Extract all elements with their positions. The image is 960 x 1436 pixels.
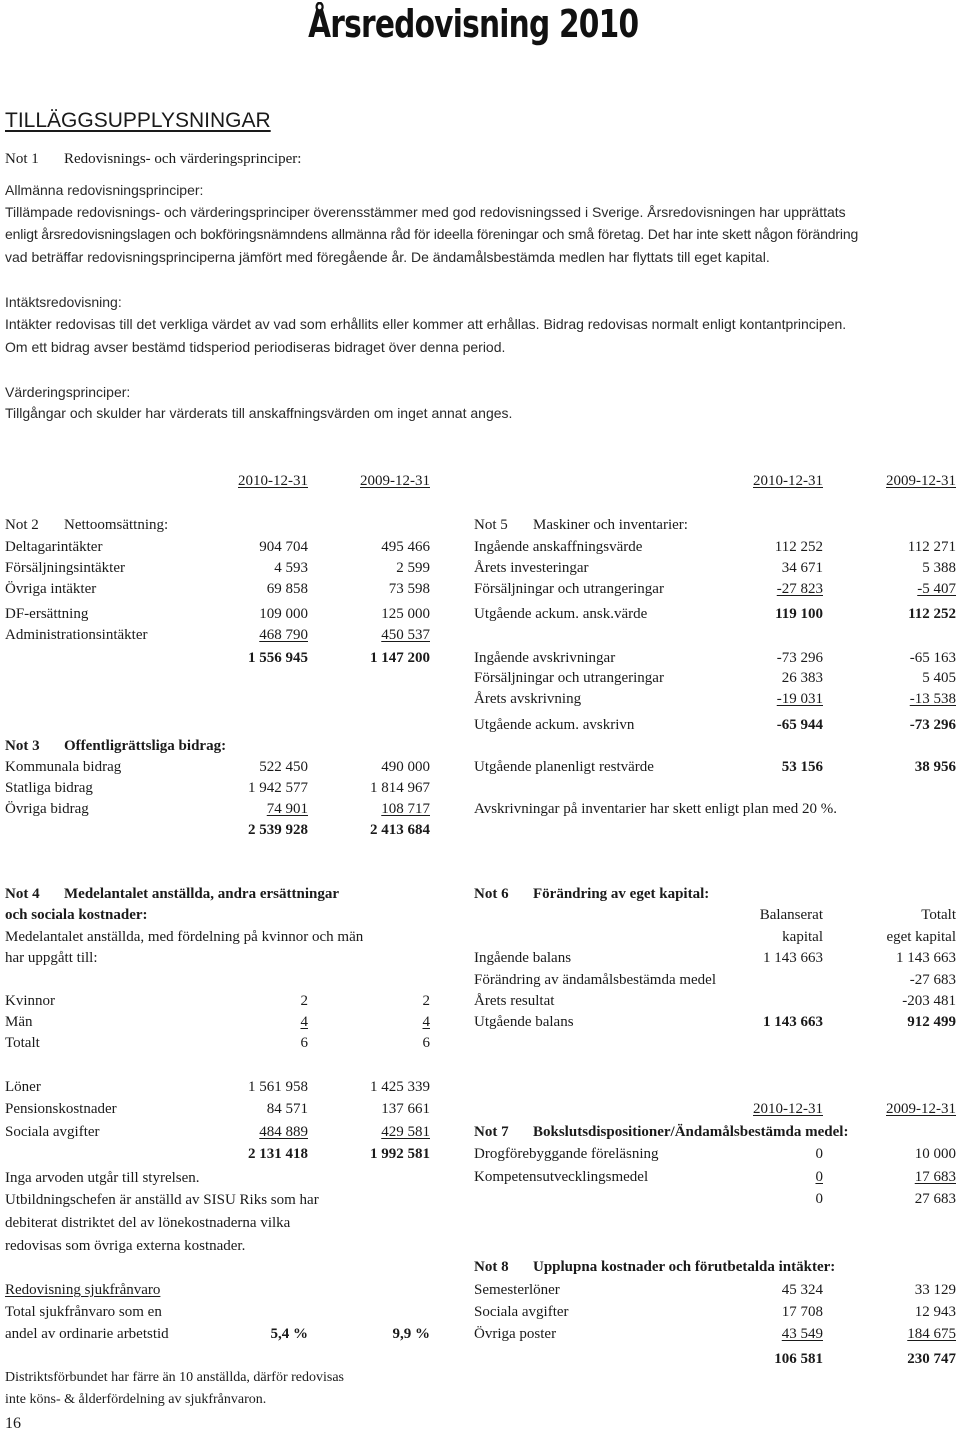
- not5-row-label: Försäljningar och utrangeringar: [474, 581, 664, 597]
- not5-row-2010: -19 031: [776, 691, 823, 707]
- not5-row-2010: 112 252: [774, 539, 823, 555]
- not6-number: Not 6: [474, 886, 509, 902]
- not1-line: Tillgångar och skulder har värderats till anskaffningsvärden om inget annat anges.: [5, 405, 513, 421]
- year-header-2009-right: 2009-12-31: [886, 473, 956, 489]
- not8-number: Not 8: [474, 1259, 509, 1275]
- not4-staff-2010: 2: [300, 993, 308, 1009]
- sick-leave-title: Redovisning sjukfrånvaro: [5, 1282, 161, 1298]
- not6-row-c2: 1 143 663: [896, 950, 956, 966]
- sick-leave-line: andel av ordinarie arbetstid: [5, 1326, 169, 1342]
- not7-total-2010: 0: [815, 1191, 823, 1207]
- not6-row-label: Utgående balans: [474, 1014, 574, 1030]
- not6-row-c1: 1 143 663: [763, 950, 823, 966]
- not6-row-c2: -203 481: [902, 993, 956, 1009]
- not3-number: Not 3: [5, 738, 40, 754]
- not5-title: Maskiner och inventarier:: [533, 517, 688, 533]
- sick-leave-2009: 9,9 %: [392, 1326, 430, 1342]
- not5-number: Not 5: [474, 517, 508, 533]
- not2-row-2009: 125 000: [381, 606, 430, 622]
- not3-row-label: Kommunala bidrag: [5, 759, 122, 775]
- not2-title: Nettoomsättning:: [64, 517, 169, 533]
- not4-footer: inte köns- & ålderfördelning av sjukfrånvaron.: [5, 1392, 267, 1407]
- not8-row-2009: 33 129: [914, 1282, 956, 1298]
- not5-row-2010: 53 156: [781, 759, 823, 775]
- not5-row-2009: 5 388: [922, 560, 956, 576]
- not2-row-2010: 69 858: [266, 581, 308, 597]
- not2-row-2010: 904 704: [259, 539, 308, 555]
- not5-row-2009: 112 271: [907, 539, 956, 555]
- not6-col1-header: kapital: [782, 929, 823, 945]
- not5-row-2009: -13 538: [909, 691, 956, 707]
- not8-row-2009: 184 675: [907, 1326, 956, 1342]
- not6-col2-header: Totalt: [921, 907, 956, 923]
- not3-row-2010: 74 901: [266, 801, 308, 817]
- not2-row-label: Övriga intäkter: [5, 581, 97, 597]
- not4-cost-label: Sociala avgifter: [5, 1124, 100, 1140]
- not3-total-2010: 2 539 928: [248, 822, 308, 838]
- not1-line: Värderingsprinciper:: [5, 384, 131, 400]
- not5-row-2010: 119 100: [775, 606, 823, 622]
- not5-row-2010: 34 671: [781, 560, 823, 576]
- year-header-2009-lower: 2009-12-31: [886, 1101, 956, 1117]
- not5-row-2009: 112 252: [908, 606, 956, 622]
- not8-row-2010: 43 549: [781, 1326, 823, 1342]
- year-header-2010-left: 2010-12-31: [238, 473, 308, 489]
- not3-row-2010: 1 942 577: [248, 780, 308, 796]
- not7-row-label: Drogförebyggande föreläsning: [474, 1146, 659, 1162]
- not4-cost-label: Löner: [5, 1079, 41, 1095]
- not4-title: Medelantalet anställda, andra ersättningar: [64, 886, 339, 902]
- not5-row-label: Årets investeringar: [474, 560, 589, 576]
- not1-title: Redovisnings- och värderingsprinciper:: [64, 151, 302, 167]
- not8-total-2009: 230 747: [907, 1351, 956, 1367]
- not2-row-label: Deltagarintäkter: [5, 539, 103, 555]
- not4-title-line2: och sociala kostnader:: [5, 907, 148, 923]
- not4-text: redovisas som övriga externa kostnader.: [5, 1238, 246, 1254]
- not4-text: debiterat distriktet del av lönekostnaderna vilka: [5, 1215, 291, 1231]
- not2-row-2010: 109 000: [259, 606, 308, 622]
- not1-line: Intäktsredovisning:: [5, 294, 122, 310]
- not6-col1-header: Balanserat: [759, 907, 823, 923]
- not1-line: Allmänna redovisningsprinciper:: [5, 182, 204, 198]
- sick-leave-line: Total sjukfrånvaro som en: [5, 1304, 162, 1320]
- not6-row-c1: 1 143 663: [763, 1014, 823, 1030]
- not6-row-label: Årets resultat: [474, 993, 555, 1009]
- not7-row-2009: 17 683: [914, 1169, 956, 1185]
- not7-row-2010: 0: [815, 1146, 823, 1162]
- page-header-title: Årsredovisning 2010: [307, 2, 638, 46]
- not5-row-label: Utgående ackum. ansk.värde: [474, 606, 648, 622]
- not4-desc: har uppgått till:: [5, 950, 98, 966]
- not1-line: enligt årsredovisningslagen och bokföringsnämndens allmänna råd för ideella föreningar och små företag. Det har inte skett någon förändring: [5, 226, 859, 242]
- not1-line: Om ett bidrag avser bestämd tidsperiod periodiseras bidraget över denna period.: [5, 339, 506, 355]
- not1-number: Not 1: [5, 151, 39, 167]
- not4-cost-2010: 1 561 958: [248, 1079, 308, 1095]
- not3-total-2009: 2 413 684: [370, 822, 430, 838]
- not8-row-2010: 45 324: [781, 1282, 823, 1298]
- not5-row-2010: -73 296: [776, 650, 823, 666]
- not5-row-2009: -73 296: [909, 717, 956, 733]
- not7-row-label: Kompetensutvecklingsmedel: [474, 1169, 649, 1185]
- not4-staff-2009: 6: [422, 1035, 430, 1051]
- not2-row-2009: 495 466: [381, 539, 430, 555]
- not7-number: Not 7: [474, 1124, 509, 1140]
- not4-staff-label: Totalt: [5, 1035, 40, 1051]
- year-header-2010-right: 2010-12-31: [753, 473, 823, 489]
- not4-cost-2010: 484 889: [259, 1124, 308, 1140]
- not6-row-label: Ingående balans: [474, 950, 572, 966]
- not8-row-2010: 17 708: [781, 1304, 823, 1320]
- year-header-2010-lower: 2010-12-31: [753, 1101, 823, 1117]
- not2-row-2009: 450 537: [381, 627, 430, 643]
- not4-staff-2010: 6: [300, 1035, 308, 1051]
- not3-row-label: Statliga bidrag: [5, 780, 93, 796]
- not7-row-2009: 10 000: [914, 1146, 956, 1162]
- not4-cost-total-2010: 2 131 418: [248, 1146, 308, 1162]
- not2-row-label: DF-ersättning: [5, 606, 89, 622]
- section-title: TILLÄGGSUPPLYSNINGAR: [5, 109, 271, 132]
- not8-row-label: Övriga poster: [474, 1326, 557, 1342]
- not5-row-2010: 26 383: [781, 670, 823, 686]
- not4-cost-2010: 84 571: [266, 1101, 308, 1117]
- sick-leave-2010: 5,4 %: [270, 1326, 308, 1342]
- not3-row-label: Övriga bidrag: [5, 801, 89, 817]
- not4-cost-total-2009: 1 992 581: [370, 1146, 430, 1162]
- not5-row-2009: 5 405: [922, 670, 956, 686]
- not2-row-2009: 2 599: [396, 560, 430, 576]
- not7-total-2009: 27 683: [914, 1191, 956, 1207]
- not8-total-2010: 106 581: [774, 1351, 823, 1367]
- not2-total-2010: 1 556 945: [248, 650, 308, 666]
- not6-title: Förändring av eget kapital:: [533, 886, 710, 902]
- not5-row-2010: -27 823: [776, 581, 823, 597]
- not4-footer: Distriktsförbundet har färre än 10 anställda, därför redovisas: [5, 1370, 344, 1385]
- not6-row-c2: 912 499: [907, 1014, 956, 1030]
- not4-text: Utbildningschefen är anställd av SISU Riks som har: [5, 1192, 319, 1208]
- not4-cost-2009: 1 425 339: [370, 1079, 430, 1095]
- not3-row-2009: 108 717: [381, 801, 430, 817]
- not8-row-label: Semesterlöner: [474, 1282, 560, 1298]
- not2-number: Not 2: [5, 517, 39, 533]
- not5-row-label: Försäljningar och utrangeringar: [474, 670, 664, 686]
- not4-staff-label: Kvinnor: [5, 993, 55, 1009]
- not5-row-label: Ingående anskaffningsvärde: [474, 539, 643, 555]
- not5-note: Avskrivningar på inventarier har skett enligt plan med 20 %.: [474, 801, 837, 817]
- not3-row-2010: 522 450: [259, 759, 308, 775]
- not5-row-2009: 38 956: [914, 759, 956, 775]
- not4-cost-2009: 429 581: [381, 1124, 430, 1140]
- not5-row-label: Utgående ackum. avskrivn: [474, 717, 635, 733]
- page-number: 16: [5, 1415, 21, 1432]
- not8-row-2009: 12 943: [914, 1304, 956, 1320]
- not4-cost-label: Pensionskostnader: [5, 1101, 117, 1117]
- not5-row-2010: -65 944: [776, 717, 823, 733]
- not5-row-label: Ingående avskrivningar: [474, 650, 616, 666]
- year-header-2009-left: 2009-12-31: [360, 473, 430, 489]
- not5-row-label: Årets avskrivning: [474, 691, 582, 707]
- not6-row-c2: -27 683: [909, 972, 956, 988]
- not2-total-2009: 1 147 200: [370, 650, 430, 666]
- not6-col2-header: eget kapital: [886, 929, 956, 945]
- not4-staff-2010: 4: [300, 1014, 308, 1030]
- not4-cost-2009: 137 661: [381, 1101, 430, 1117]
- not2-row-2009: 73 598: [388, 581, 430, 597]
- not1-line: Intäkter redovisas till det verkliga värdet av vad som erhållits eller kommer att erhållas. Bidrag redovisas normalt enligt kontantprincipen.: [5, 316, 847, 332]
- not8-title: Upplupna kostnader och förutbetalda intäkter:: [533, 1259, 836, 1275]
- not7-row-2010: 0: [815, 1169, 823, 1185]
- not3-title: Offentligrättsliga bidrag:: [64, 738, 227, 754]
- not2-row-2010: 468 790: [259, 627, 308, 643]
- not4-staff-label: Män: [5, 1014, 33, 1030]
- not4-staff-2009: 4: [422, 1014, 430, 1030]
- not2-row-label: Försäljningsintäkter: [5, 560, 125, 576]
- not7-title: Bokslutsdispositioner/Ändamålsbestämda medel:: [533, 1124, 849, 1140]
- not3-row-2009: 490 000: [381, 759, 430, 775]
- not2-row-label: Administrationsintäkter: [5, 627, 148, 643]
- not1-line: vad beträffar redovisningsprinciperna jämfört med föregående år. De ändamålsbestämda medlen har flyttats till eget kapital.: [5, 249, 770, 265]
- not4-desc: Medelantalet anställda, med fördelning på kvinnor och män: [5, 929, 364, 945]
- not2-row-2010: 4 593: [274, 560, 308, 576]
- not3-row-2009: 1 814 967: [370, 780, 430, 796]
- not5-row-2009: -65 163: [909, 650, 956, 666]
- not4-number: Not 4: [5, 886, 40, 902]
- not4-text: Inga arvoden utgår till styrelsen.: [5, 1170, 200, 1186]
- not5-row-2009: -5 407: [917, 581, 956, 597]
- not5-row-label: Utgående planenligt restvärde: [474, 759, 654, 775]
- not1-line: Tillämpade redovisnings- och värderingsprinciper överensstämmer med god redovisningssed i Sverige. Årsredovisningen har upprättats: [5, 204, 846, 220]
- not6-row-label: Förändring av ändamålsbestämda medel: [474, 972, 717, 988]
- not4-staff-2009: 2: [422, 993, 430, 1009]
- not8-row-label: Sociala avgifter: [474, 1304, 569, 1320]
